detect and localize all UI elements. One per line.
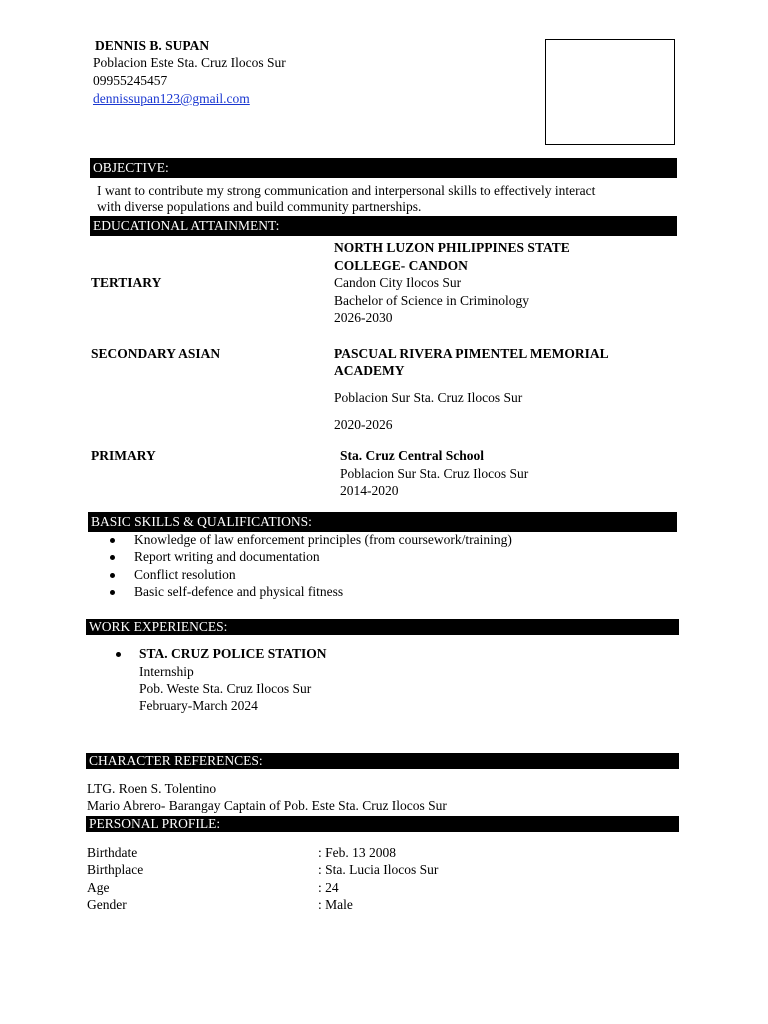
bullet-icon [116,652,121,657]
profile-value: : 24 [318,880,339,895]
skill-item: Conflict resolution [134,567,236,582]
work-location: Pob. Weste Sta. Cruz Ilocos Sur [139,681,312,696]
bullet-icon [110,555,115,560]
profile-heading: PERSONAL PROFILE: [86,816,679,832]
objective-text-line1: I want to contribute my strong communication and interpersonal skills to effectively interact [97,183,596,198]
references-heading: CHARACTER REFERENCES: [86,753,679,769]
secondary-years: 2020-2026 [334,417,393,432]
profile-value: : Sta. Lucia Ilocos Sur [318,862,439,877]
secondary-location: Poblacion Sur Sta. Cruz Ilocos Sur [334,390,523,405]
primary-location: Poblacion Sur Sta. Cruz Ilocos Sur [340,466,529,481]
reference-item: Mario Abrero- Barangay Captain of Pob. Este Sta. Cruz Ilocos Sur [87,798,447,813]
work-heading: WORK EXPERIENCES: [86,619,679,635]
profile-label: Gender [87,897,127,912]
secondary-school-line2: ACADEMY [334,363,405,378]
education-heading: EDUCATIONAL ATTAINMENT: [90,216,677,236]
photo-placeholder [545,39,675,145]
work-period: February-March 2024 [139,698,258,713]
applicant-phone: 09955245457 [93,73,168,88]
work-role: Internship [139,664,194,679]
skills-heading: BASIC SKILLS & QUALIFICATIONS: [88,512,677,532]
secondary-school-line1: PASCUAL RIVERA PIMENTEL MEMORIAL [334,346,609,361]
profile-value: : Male [318,897,353,912]
skill-item: Report writing and documentation [134,549,320,564]
bullet-icon [110,538,115,543]
profile-label: Birthplace [87,862,144,877]
tertiary-years: 2026-2030 [334,310,393,325]
tertiary-school-line2: COLLEGE- CANDON [334,258,468,273]
objective-heading: OBJECTIVE: [90,158,677,178]
bullet-icon [110,590,115,595]
tertiary-school-line1: NORTH LUZON PHILIPPINES STATE [334,240,570,255]
applicant-email-link[interactable]: dennissupan123@gmail.com [93,91,250,106]
objective-text-line2: with diverse populations and build community partnerships. [97,199,422,214]
profile-value: : Feb. 13 2008 [318,845,397,860]
skill-item: Knowledge of law enforcement principles (from coursework/training) [134,532,512,547]
profile-label: Age [87,880,110,895]
bullet-icon [110,573,115,578]
primary-label: PRIMARY [91,448,156,463]
applicant-address: Poblacion Este Sta. Cruz Ilocos Sur [93,55,286,70]
tertiary-course: Bachelor of Science in Criminology [334,293,529,308]
applicant-name: DENNIS B. SUPAN [95,38,210,53]
primary-years: 2014-2020 [340,483,399,498]
skill-item: Basic self-defence and physical fitness [134,584,344,599]
tertiary-location: Candon City Ilocos Sur [334,275,462,290]
tertiary-label: TERTIARY [91,275,162,290]
work-employer: STA. CRUZ POLICE STATION [139,646,327,661]
reference-item: LTG. Roen S. Tolentino [87,781,217,796]
secondary-label: SECONDARY ASIAN [91,346,221,361]
primary-school: Sta. Cruz Central School [340,448,484,463]
profile-label: Birthdate [87,845,138,860]
